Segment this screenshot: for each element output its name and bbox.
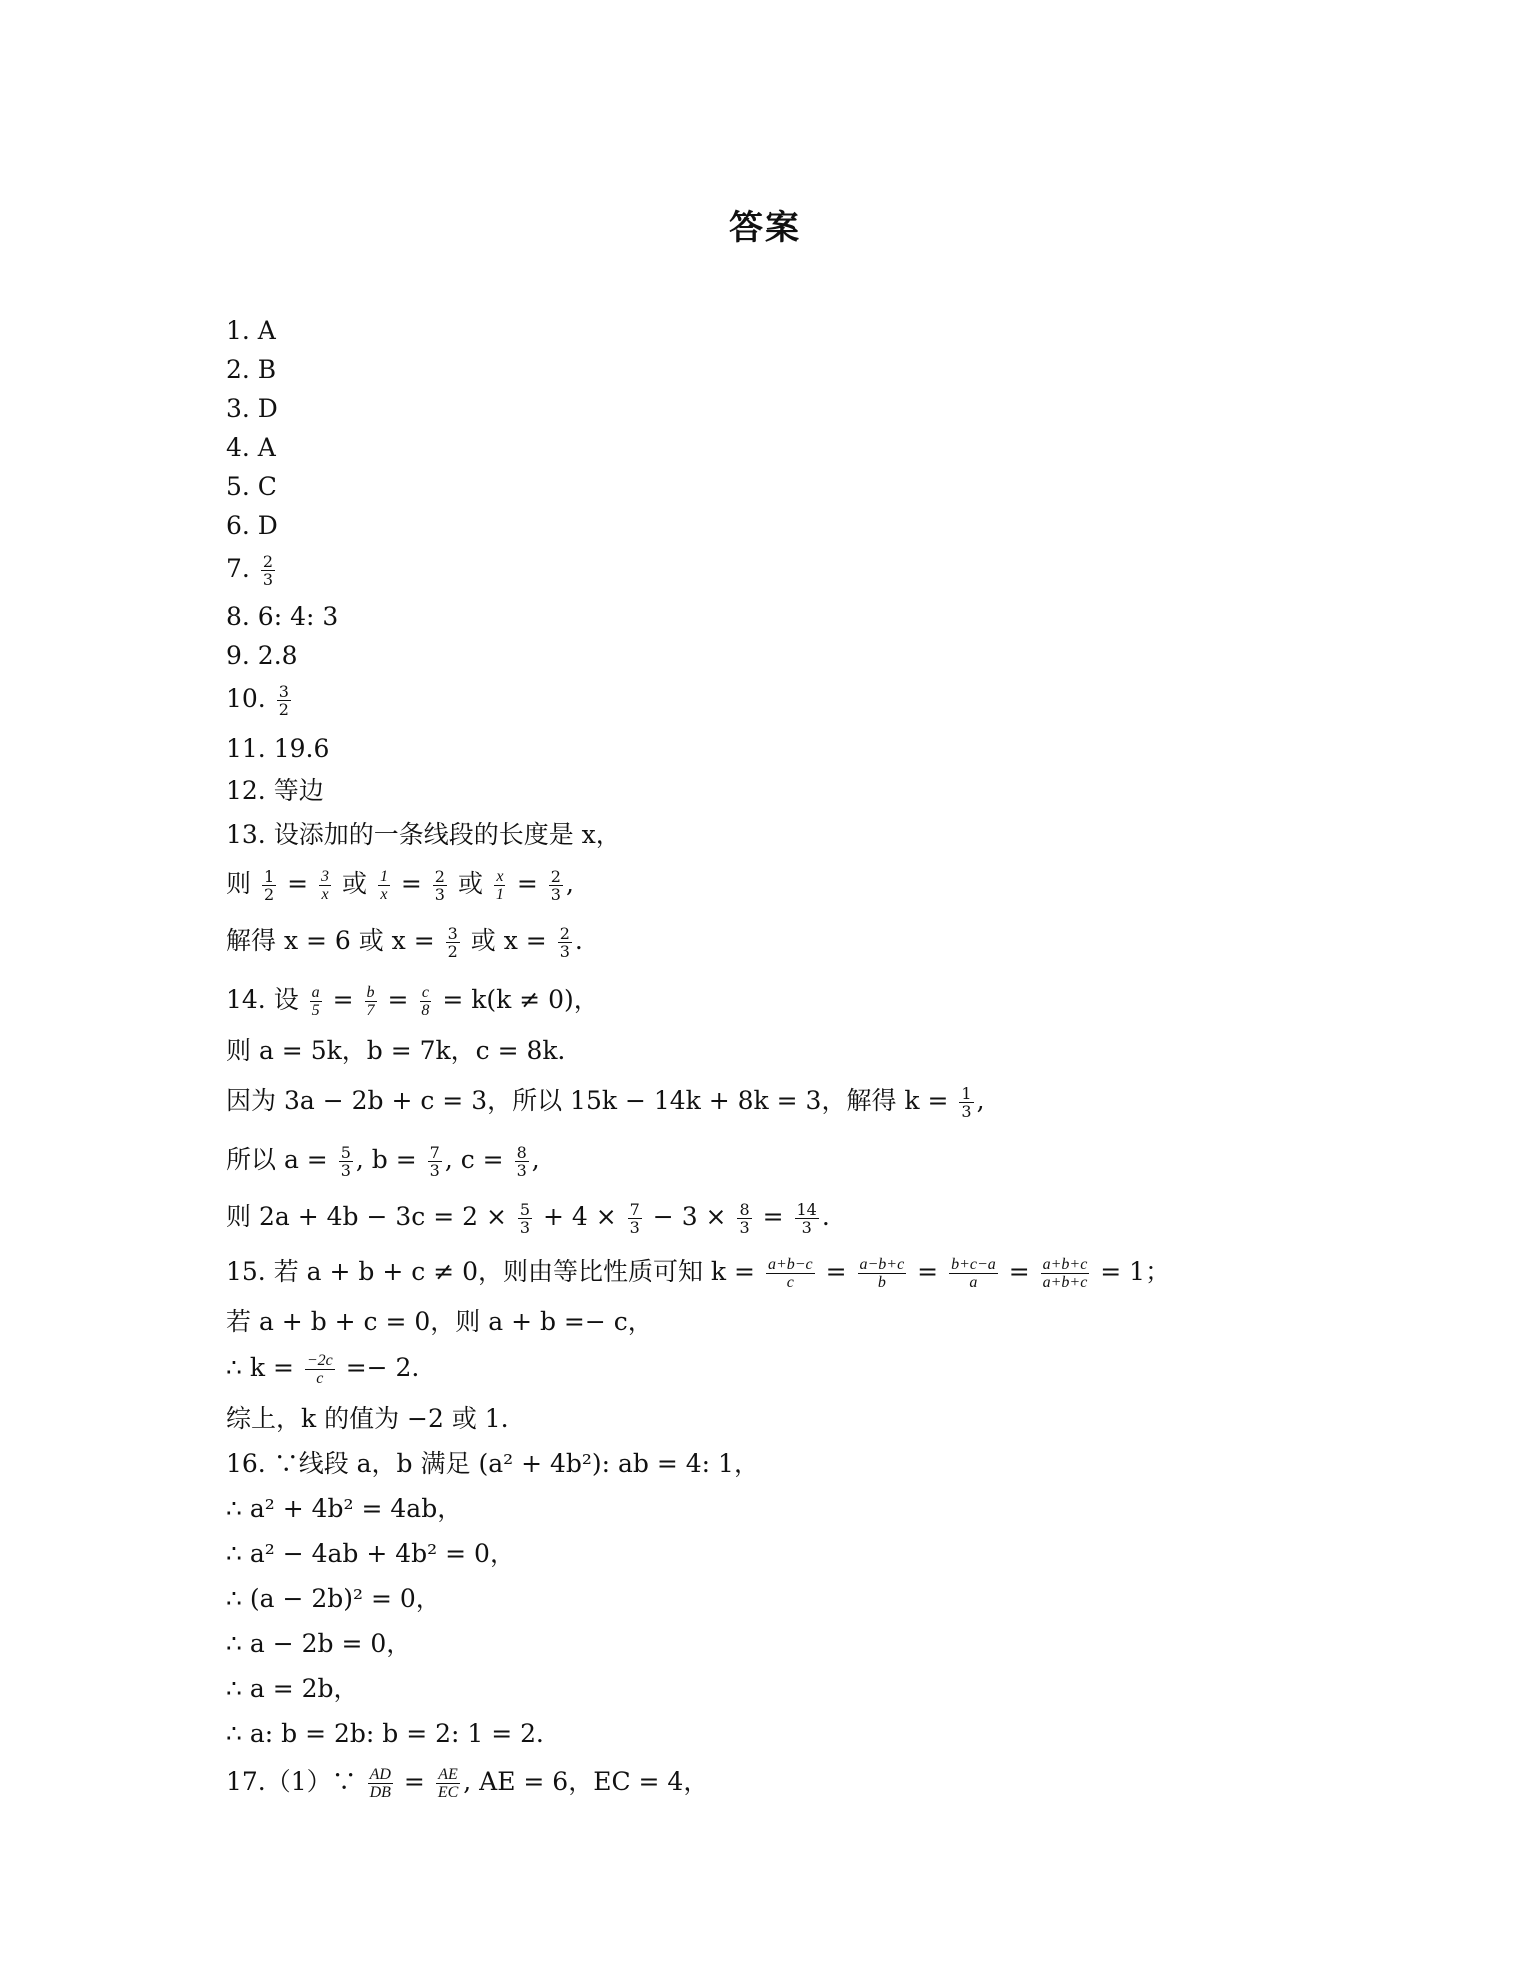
fraction: $\frac{AE}{EC}$: [437, 1766, 459, 1801]
q17-line-1: 17.（1）∵ $\frac{AD}{DB}$ = $\frac{AE}{EC}$ , AE = 6，EC = 4，: [226, 1766, 709, 1801]
fraction: $\frac{7}{3}$: [629, 1200, 640, 1237]
q15-line-2: 若 a + b + c = 0，则 a + b =− c，: [226, 1307, 653, 1336]
q14-line-3: 因为 3a − 2b + c = 3，所以 15k − 14k + 8k = 3，解得 k = $\frac{1}{3}$ ,: [226, 1084, 985, 1121]
answer-4: 4. A: [226, 433, 276, 462]
q16-line-1: 16. ∵线段 a，b 满足 (a² + 4b²): ab = 4: 1，: [226, 1449, 759, 1478]
fraction: $\frac{a}{5}$: [311, 984, 320, 1019]
answer-10: [226, 683, 294, 718]
q16-line-6: ∴ a = 2b，: [226, 1674, 359, 1703]
fraction: $\frac{5}{3}$: [519, 1200, 531, 1237]
q13-line-1: 13. 设添加的一条线段的长度是 x，: [226, 820, 621, 849]
fraction: $\frac{1}{3}$: [961, 1084, 972, 1121]
fraction: $\frac{a+b+c}{a+b+c}$: [1042, 1256, 1088, 1291]
answer-10-label: 10.: [226, 684, 266, 713]
answer-2: 2. B: [226, 355, 277, 384]
q15-line-3: ∴ k = $\frac{-2c}{c}$ =− 2．: [226, 1352, 437, 1387]
fraction: $\frac{3}{2}$: [447, 924, 458, 961]
q16-line-5: ∴ a − 2b = 0，: [226, 1629, 412, 1658]
q15-line-4: 综上，k 的值为 −2 或 1．: [226, 1404, 526, 1433]
answer-12: 12. 等边: [226, 776, 324, 805]
page-title: 答案: [729, 208, 801, 248]
q16-line-4: ∴ (a − 2b)² = 0，: [226, 1584, 441, 1613]
fraction: $\frac{2}{3}$: [559, 924, 570, 961]
fraction: $\frac{2}{3}$: [434, 867, 445, 904]
answer-3: 3. D: [226, 394, 278, 423]
q14-line-1: 14. 设 $\frac{a}{5}$ = $\frac{b}{7}$ = $\frac{c}{8}$ = k(k ≠ 0)，: [226, 984, 599, 1019]
fraction: $\frac{5}{3}$: [340, 1143, 351, 1180]
answer-8: 8. 6: 4: 3: [226, 602, 339, 631]
fraction: $\frac{b+c-a}{a}$: [951, 1256, 996, 1291]
q13-line-3: 解得 x = 6 或 x = $\frac{3}{2}$ 或 x = $\frac{2}{3}$ .: [226, 924, 583, 961]
fraction: $\frac{1}{2}$: [263, 867, 275, 904]
fraction: $\frac{3}{x}$: [321, 868, 330, 903]
answer-7-label: 7.: [226, 554, 250, 583]
fraction: $\frac{3}{2}$: [278, 682, 289, 719]
fraction: $\frac{AD}{DB}$: [369, 1766, 391, 1801]
fraction: $\frac{b}{7}$: [366, 984, 375, 1019]
q14-line-4: 所以 a = $\frac{5}{3}$ , b = $\frac{7}{3}$ , c = $\frac{8}{3}$ ,: [226, 1143, 540, 1180]
answer-11: 11. 19.6: [226, 734, 330, 763]
answer-1: 1. A: [226, 316, 276, 345]
answer-6: 6. D: [226, 511, 278, 540]
fraction: $\frac{2}{3}$: [262, 552, 273, 589]
fraction: $\frac{7}{3}$: [429, 1143, 440, 1180]
fraction: $\frac{8}{3}$: [739, 1200, 750, 1237]
fraction: $\frac{2}{3}$: [550, 867, 561, 904]
q14-line-2: 则 a = 5k，b = 7k，c = 8k．: [226, 1036, 583, 1065]
answer-7: [226, 553, 278, 588]
fraction: $\frac{c}{8}$: [421, 984, 430, 1019]
fraction: $\frac{x}{1}$: [495, 868, 504, 903]
fraction: $\frac{-2c}{c}$: [306, 1352, 333, 1387]
q15-line-1: 15. 若 a + b + c ≠ 0，则由等比性质可知 k = $\frac{a+b-c}{c}$ = $\frac{a-b+c}{b}$ = $\frac{b+c-a}{a}$ = $\frac{a+b+c}{a+b+c}$ = 1；: [226, 1256, 1171, 1291]
fraction: $\frac{8}{3}$: [516, 1143, 527, 1180]
q16-line-3: ∴ a² − 4ab + 4b² = 0，: [226, 1539, 515, 1568]
q14-line-5: 则 2a + 4b − 3c = 2 × $\frac{5}{3}$ + 4 × $\frac{7}{3}$ − 3 × $\frac{8}{3}$ = $\frac{14}{3}$ .: [226, 1200, 830, 1237]
fraction: $\frac{a-b+c}{b}$: [859, 1256, 905, 1291]
q16-line-7: ∴ a: b = 2b: b = 2: 1 = 2．: [226, 1719, 562, 1748]
answer-9: 9. 2.8: [226, 641, 298, 670]
q13-line-2: 则 $\frac{1}{2}$ = $\frac{3}{x}$ 或 $\frac{1}{x}$ = $\frac{2}{3}$ 或 $\frac{x}{1}$ = $\frac{2}{3}$ ,: [226, 867, 574, 904]
q16-line-2: ∴ a² + 4b² = 4ab，: [226, 1494, 463, 1523]
fraction: $\frac{14}{3}$: [796, 1200, 817, 1237]
answer-5: 5. C: [226, 472, 277, 501]
fraction: $\frac{a+b-c}{c}$: [767, 1256, 813, 1291]
fraction: $\frac{1}{x}$: [379, 868, 388, 903]
